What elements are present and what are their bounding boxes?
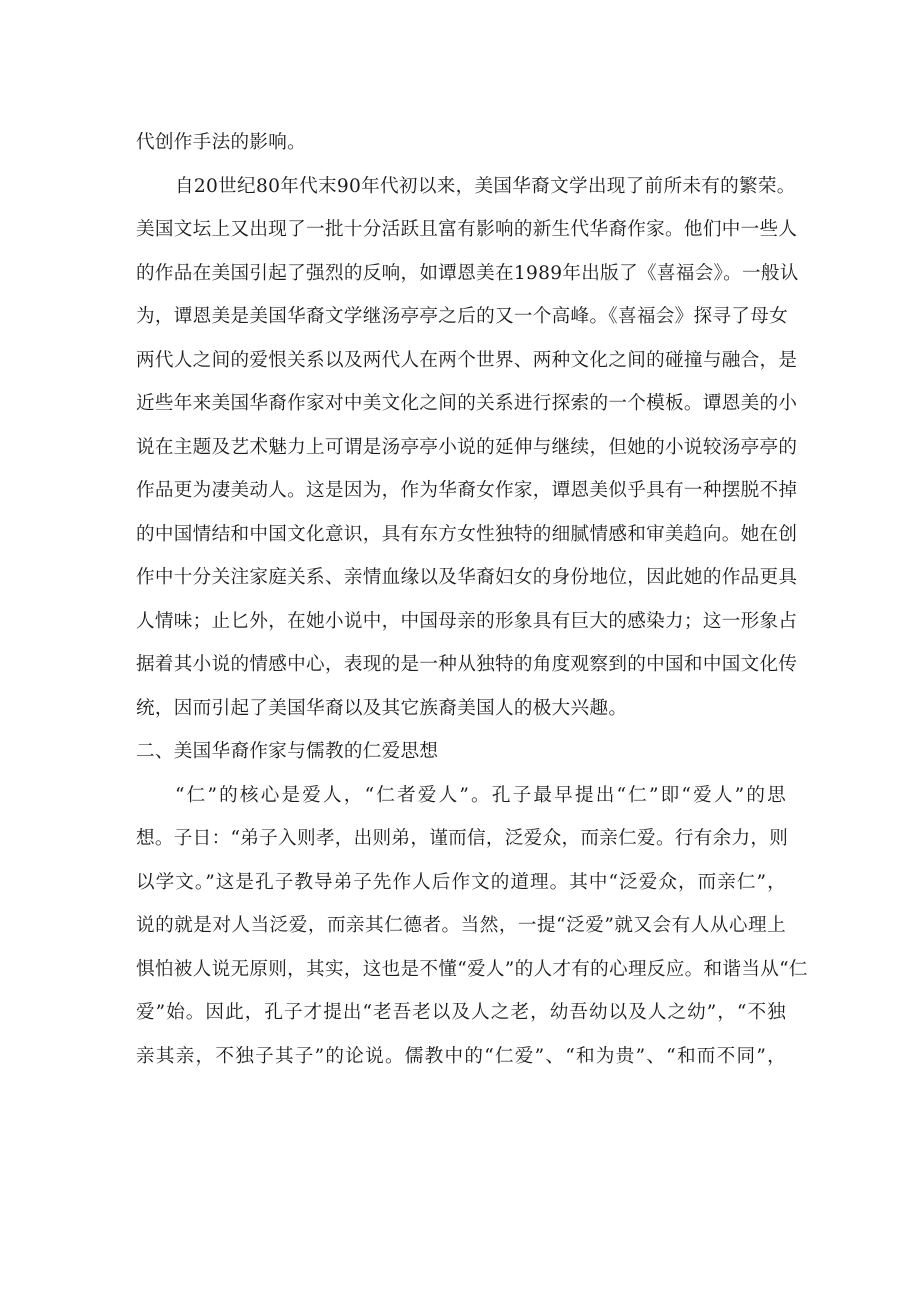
text-line: 美国文坛上又出现了一批十分活跃且富有影响的新生代华裔作家。他们中一些人: [136, 219, 798, 240]
text-line: 为，谭恩美是美国华裔文学继汤亭亭之后的又一个高峰。《喜福会》探寻了母女: [136, 306, 788, 327]
text-line: 作中十分关注家庭关系、亲情血缘以及华裔妇女的身份地位，因此她的作品更具: [136, 567, 798, 588]
paragraph-first-line: “仁”的核心是爱人，“仁者爱人”。孔子最早提出“仁”即“爱人”的思: [175, 784, 786, 806]
text-line: 惧怕被人说无原则，其实，这也是不懂“爱人”的人才有的心理反应。和谐当从“仁: [136, 958, 808, 980]
text-line: 代创作手法的影响。: [136, 132, 307, 153]
text-line: 亲其亲，不独子其子”的论说。儒教中的“仁爱”、“和为贵”、“和而不同”，: [136, 1045, 786, 1067]
paragraph-first-line: 自20世纪80年代末90年代初以来，美国华裔文学出现了前所未有的繁荣。: [175, 175, 796, 197]
section-heading: 二、美国华裔作家与儒教的仁爱思想: [136, 741, 439, 762]
text-line: 想。子日：“弟子入则孝，出则弟，谨而信，泛爱众，而亲仁爱。行有余力，则: [136, 828, 789, 849]
text-line: 据着其小说的情感中心，表现的是一种从独特的角度观察到的中国和中国文化传: [136, 654, 798, 675]
text-line: 的作品在美国引起了强烈的反响，如谭恩美在1989年出版了《喜福会》。一般认: [136, 262, 799, 284]
text-line: 说在主题及艺术魅力上可谓是汤亭亭小说的延伸与继续，但她的小说较汤亭亭的: [136, 436, 798, 458]
document-page: [136, 121, 808, 1078]
text-line: 近些年来美国华裔作家对中美文化之间的关系进行探索的一个模板。谭恩美的小: [136, 393, 798, 414]
text-line: 作品更为凄美动人。这是因为，作为华裔女作家，谭恩美似乎具有一种摆脱不掉: [136, 480, 798, 501]
text-line: 的中国情结和中国文化意识，具有东方女性独特的细腻情感和审美趋向。她在创: [136, 523, 798, 545]
text-line: 爱”始。因此，孔子才提出“老吾老以及人之老，幼吾幼以及人之幼”，“不独: [136, 1002, 786, 1023]
text-line: 人情味；止匕外，在她小说中，中国母亲的形象具有巨大的感染力；这一形象占: [136, 610, 798, 632]
text-line: 说的就是对人当泛爱，而亲其仁德者。当然，一提“泛爱”就又会有人从心理上: [136, 915, 786, 936]
text-line: 两代人之间的爱恨关系以及两代人在两个世界、两种文化之间的碰撞与融合，是: [136, 349, 798, 371]
text-line: 以学文。”这是孔子教导弟子先作人后作文的道理。其中“泛爱众，而亲仁”，: [136, 871, 786, 893]
text-line: 统，因而引起了美国华裔以及其它族裔美国人的极大兴趣。: [136, 697, 628, 719]
